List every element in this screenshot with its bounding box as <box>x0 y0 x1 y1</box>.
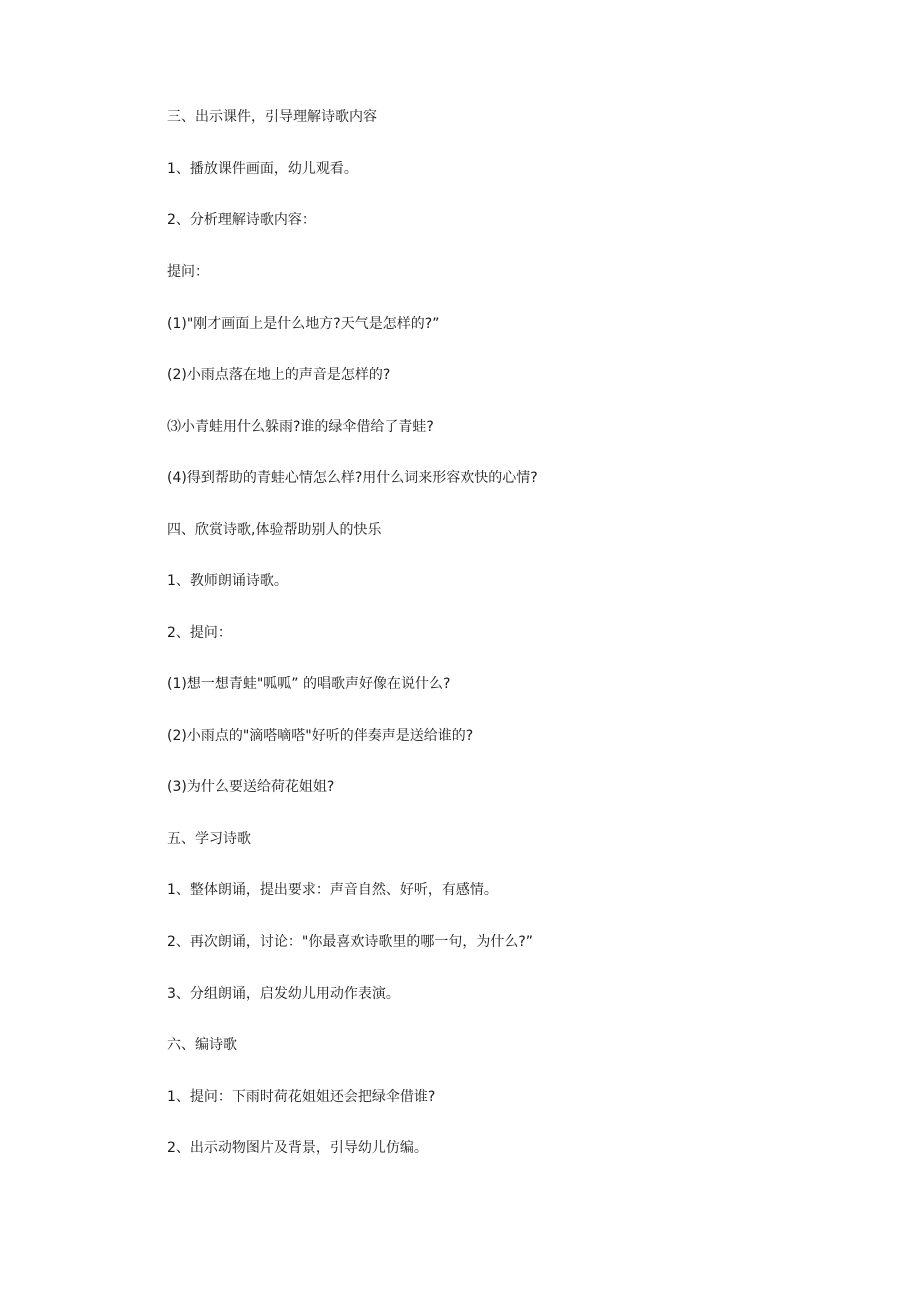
step-teacher-recite: 1、教师朗诵诗歌。 <box>167 573 288 589</box>
question-label: 提问： <box>167 264 209 280</box>
step-analyze-poem: 2、分析理解诗歌内容： <box>167 212 316 228</box>
step-ask-questions: 2、提问： <box>167 625 232 641</box>
section-heading-5: 五、学习诗歌 <box>167 831 251 847</box>
question-item: (1)想一想青蛙"呱呱” 的唱歌声好像在说什么? <box>167 676 451 692</box>
step-whole-recite: 1、整体朗诵，提出要求：声音自然、好听，有感情。 <box>167 882 498 898</box>
step-group-recite: 3、分组朗诵，启发幼儿用动作表演。 <box>167 986 400 1002</box>
question-item: (3)为什么要送给荷花姐姐? <box>167 779 335 795</box>
step-show-pictures: 2、出示动物图片及背景，引导幼儿仿编。 <box>167 1140 428 1156</box>
section-heading-6: 六、编诗歌 <box>167 1037 237 1053</box>
step-play-courseware: 1、播放课件画面，幼儿观看。 <box>167 161 358 177</box>
section-heading-3: 三、出示课件，引导理解诗歌内容 <box>167 109 377 125</box>
question-item: (2)小雨点落在地上的声音是怎样的? <box>167 367 391 383</box>
question-item: ⑶小青蛙用什么躲雨?谁的绿伞借给了青蛙? <box>167 419 434 435</box>
question-item: (1)"刚才画面上是什么地方?天气是怎样的?” <box>167 316 440 332</box>
question-item: (4)得到帮助的青蛙心情怎么样?用什么词来形容欢快的心情? <box>167 470 538 486</box>
question-item: (2)小雨点的"滴嗒嘀嗒"好听的伴奏声是送给谁的? <box>167 728 474 744</box>
section-heading-4: 四、欣赏诗歌,体验帮助别人的快乐 <box>167 522 382 538</box>
step-question-rain: 1、提问：下雨时荷花姐姐还会把绿伞借谁? <box>167 1089 436 1105</box>
step-recite-again: 2、再次朗诵，讨论："你最喜欢诗歌里的哪一句，为什么?” <box>167 934 534 950</box>
